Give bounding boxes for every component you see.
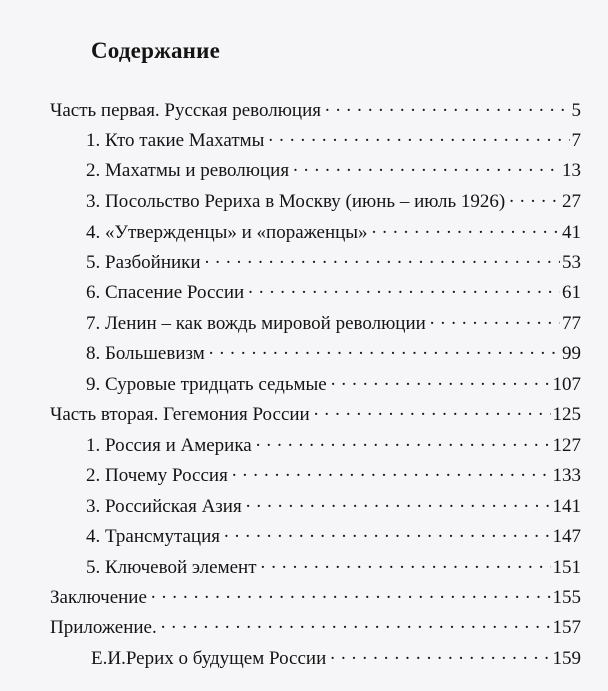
toc-entry (86, 431, 581, 461)
toc-entry (86, 126, 581, 156)
dot-leader (151, 584, 551, 603)
toc-entry-label: 4. «Утвержденцы» и «пораженцы» (86, 222, 368, 243)
toc-entry (86, 370, 581, 400)
toc-entry-page: 61 (562, 282, 581, 303)
toc-entry (86, 218, 581, 248)
dot-leader (293, 157, 560, 176)
dot-leader (205, 249, 560, 268)
toc-entry-label: Е.И.Рерих о будущем России (91, 648, 327, 669)
toc-entry-label: 1. Кто такие Махатмы (86, 130, 265, 151)
toc-entry-page: 99 (562, 343, 581, 364)
dot-leader (430, 310, 560, 329)
toc-entry (86, 278, 581, 308)
dot-leader (232, 462, 551, 481)
toc-entry-label: Часть первая. Русская революция (50, 100, 322, 121)
dot-leader (246, 493, 551, 512)
dot-leader (209, 340, 560, 359)
toc-entry-page: 157 (552, 617, 581, 638)
toc-entry-page: 7 (571, 130, 581, 151)
toc-entry-page: 133 (552, 465, 581, 486)
toc-entry-label: Часть вторая. Гегемония России (50, 404, 310, 425)
dot-leader (261, 554, 551, 573)
dot-leader (325, 97, 569, 116)
dot-leader (509, 188, 560, 207)
dot-leader (330, 645, 550, 664)
toc-entry (86, 522, 581, 552)
toc-entry (86, 309, 581, 339)
toc-entry-label: 3. Российская Азия (86, 496, 242, 517)
toc-entry (50, 613, 581, 643)
toc-entry-label: 4. Трансмутация (86, 526, 220, 547)
toc-entry-page: 151 (552, 557, 581, 578)
toc-entry (50, 96, 581, 126)
toc-entry-label: Заключение (50, 587, 147, 608)
dot-leader (161, 614, 551, 633)
toc-entry-page: 127 (552, 435, 581, 456)
toc-entry-page: 41 (562, 222, 581, 243)
toc-entry-label: 5. Разбойники (86, 252, 201, 273)
dot-leader (372, 219, 560, 238)
toc-entry-label: 6. Спасение России (86, 282, 245, 303)
toc-entry (86, 461, 581, 491)
dot-leader (314, 401, 551, 420)
toc-entry (86, 156, 581, 186)
toc-entry-label: 2. Почему Россия (86, 465, 228, 486)
toc-entry-page: 141 (552, 496, 581, 517)
toc-entry (91, 644, 581, 674)
toc-entry (50, 583, 581, 613)
toc-entry (86, 187, 581, 217)
dot-leader (224, 523, 551, 542)
toc-entry-page: 125 (552, 404, 581, 425)
toc-entry-label: 5. Ключевой элемент (86, 557, 257, 578)
toc-entry-page: 159 (552, 648, 581, 669)
toc-entry-page: 147 (552, 526, 581, 547)
toc-entry-label: Приложение. (50, 617, 157, 638)
dot-leader (268, 127, 569, 146)
toc-entry-label: 9. Суровые тридцать седьмые (86, 374, 327, 395)
toc-entry-page: 77 (562, 313, 581, 334)
dot-leader (248, 279, 560, 298)
toc-entry (86, 553, 581, 583)
toc-entry (86, 339, 581, 369)
toc-entry-page: 5 (571, 100, 581, 121)
toc-entry-label: 3. Посольство Рериха в Москву (июнь – июль 1926) (86, 191, 506, 212)
toc-entry (86, 248, 581, 278)
toc-entry-page: 53 (562, 252, 581, 273)
toc-entry-label: 8. Большевизм (86, 343, 205, 364)
toc-entry-page: 27 (562, 191, 581, 212)
toc-entry (86, 492, 581, 522)
toc-entry-label: 1. Россия и Америка (86, 435, 252, 456)
toc-entry (50, 400, 581, 430)
toc-entry-page: 107 (552, 374, 581, 395)
page-title: Содержание (91, 38, 220, 63)
dot-leader (256, 432, 551, 451)
toc-entry-label: 2. Махатмы и революция (86, 160, 290, 181)
toc-entry-label: 7. Ленин – как вождь мировой революции (86, 313, 426, 334)
toc-entry-page: 13 (562, 160, 581, 181)
toc-entry-page: 155 (552, 587, 581, 608)
dot-leader (331, 371, 551, 390)
